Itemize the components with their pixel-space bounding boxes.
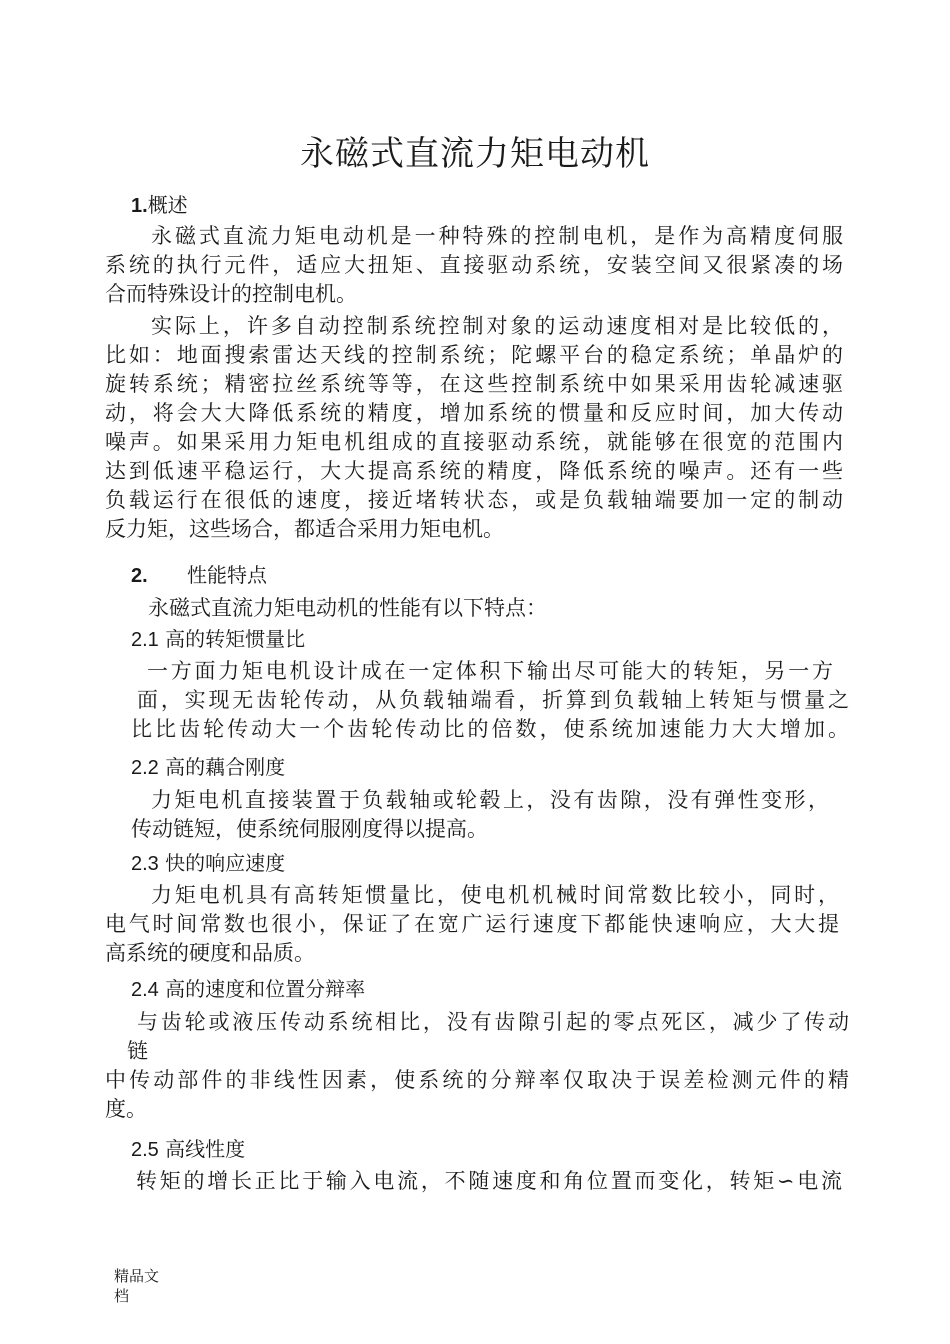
paragraph-coupling-stiffness: 力矩电机直接装置于负载轴或轮毂上，没有齿隙，没有弹性变形， 传动链短，使系统伺服刚度得以提高。 [131,788,829,841]
paragraph-overview-1: 永磁式直流力矩电动机是一种特殊的控制电机，是作为高精度伺服 系统的执行元件，适应大扭矩、直接驱动系统，安装空间又很紧凑的场 合而特殊设计的控制电机。 [105,224,843,306]
paragraph-linearity: 转矩的增长正比于输入电流，不随速度和角位置而变化，转矩∽电流 [136,1169,842,1193]
paragraph-resolution: 与齿轮或液压传动系统相比，没有齿隙引起的零点死区，减少了传动 链 中传动部件的非线性因素，使系统的分辩率仅取决于误差检测元件的精 度。 [105,1010,849,1121]
paragraph-features-intro: 永磁式直流力矩电动机的性能有以下特点： [148,596,547,620]
section-heading-2: 2. 性能特点 [131,563,267,587]
section-heading-2-5: 2.5 高线性度 [131,1137,246,1161]
footer-line-2: 档 [114,1287,130,1305]
paragraph-torque-inertia: 一方面力矩电机设计成在一定体积下输出尽可能大的转矩，另一方 面，实现无齿轮传动，从负载轴端看，折算到负载轴上转矩与惯量之 比比齿轮传动大一个齿轮传动比的倍数，使系统加速能力大大增加。 [131,659,849,741]
section-heading-2-3: 2.3 快的响应速度 [131,851,286,875]
document-title: 永磁式直流力矩电动机 [300,134,650,174]
section-heading-2-4: 2.4 高的速度和位置分辩率 [131,977,366,1001]
section-heading-2-2: 2.2 高的藕合刚度 [131,755,286,779]
paragraph-response-speed: 力矩电机具有高转矩惯量比，使电机机械时间常数比较小，同时， 电气时间常数也很小，保证了在宽广运行速度下都能快速响应，大大提 高系统的硬度和品质。 [105,883,839,965]
footer-note [114,1266,174,1306]
paragraph-overview-2: 实际上，许多自动控制系统控制对象的运动速度相对是比较低的， 比如：地面搜索雷达天线的控制系统；陀螺平台的稳定系统；单晶炉的 旋转系统；精密拉丝系统等等，在这些控制系统中如果采用齿轮减速驱 动，将会大大降低系统的精度，增加系统的惯量和反应时间，加大传动 噪声。如果采用力矩电机组成的直接驱动系统，就能够在很宽的范围内 达到低速平稳运行，大大提高系统的精度，降低系统的噪声。还有一些 负载运行在很低的速度，接近堵转状态，或是负载轴端要加一定的制动 反力矩，这些场合，都适合采用力矩电机。 [105,314,843,541]
section-heading-1: 1.概述 [131,193,188,217]
section-heading-2-1: 2.1 高的转矩惯量比 [131,627,306,651]
footer-line-1: 精品文 [114,1267,160,1285]
